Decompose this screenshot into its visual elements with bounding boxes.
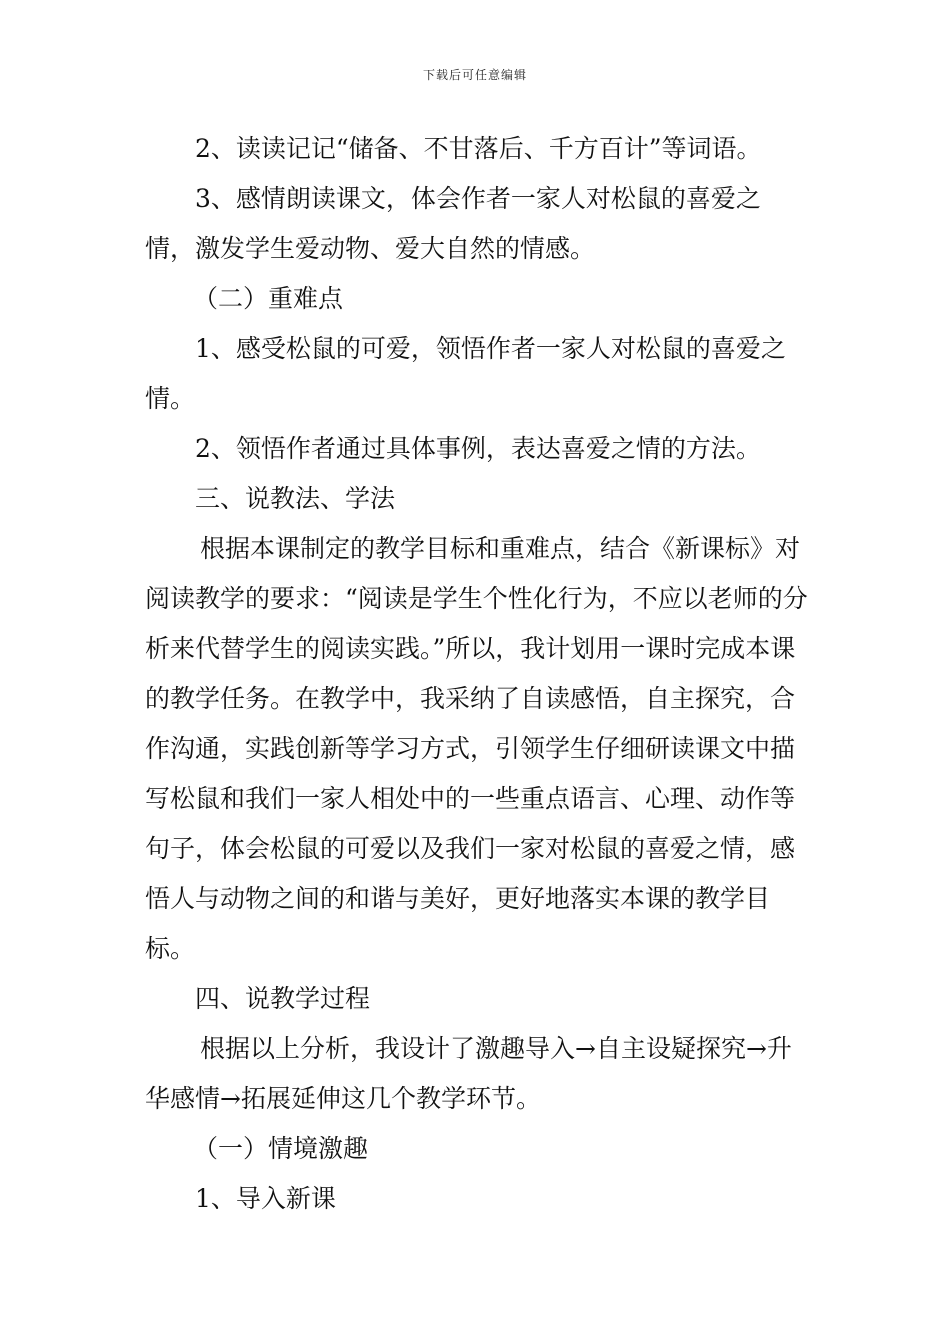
section-heading-situation: （一）情境激趣 bbox=[193, 1134, 369, 1163]
paragraph-key-point-1: 1、感受松鼠的可爱，领悟作者一家人对松鼠的喜爱之情。 bbox=[145, 334, 786, 413]
page-header: 下载后可任意编辑 bbox=[422, 68, 527, 82]
document-body bbox=[145, 124, 810, 1224]
paragraph-objective-3: 3、感情朗读课文，体会作者一家人对松鼠的喜爱之情，激发学生爱动物、爱大自然的情感。 bbox=[145, 184, 761, 263]
paragraph-teaching-process: 根据以上分析，我设计了激趣导入→自主设疑探究→升华感情→拓展延伸这几个教学环节。 bbox=[145, 1034, 792, 1113]
paragraph-teaching-methods: 根据本课制定的教学目标和重难点，结合《新课标》对阅读教学的要求：“阅读是学生个性化行为，不应以老师的分析来代替学生的阅读实践。”所以，我计划用一课时完成本课的教学任务。在教学中，我采纳了自读感悟，自主探究，合作沟通，实践创新等学习方式，引领学生仔细研读课文中描写松鼠和我们一家人相处中的一些重点语言、心理、动作等句子，体会松鼠的可爱以及我们一家对松鼠的喜爱之情，感悟人与动物之间的和谐与美好，更好地落实本课的教学目标。 bbox=[145, 534, 808, 963]
paragraph-introduce-lesson: 1、导入新课 bbox=[195, 1184, 336, 1213]
paragraph-objective-2: 2、读读记记“储备、不甘落后、千方百计”等词语。 bbox=[195, 134, 762, 163]
paragraph-key-point-2: 2、领悟作者通过具体事例，表达喜爱之情的方法。 bbox=[195, 434, 761, 463]
section-heading-key-points: （二）重难点 bbox=[193, 284, 344, 313]
section-heading-teaching-methods: 三、说教法、学法 bbox=[195, 484, 396, 513]
section-heading-teaching-process: 四、说教学过程 bbox=[195, 984, 371, 1013]
